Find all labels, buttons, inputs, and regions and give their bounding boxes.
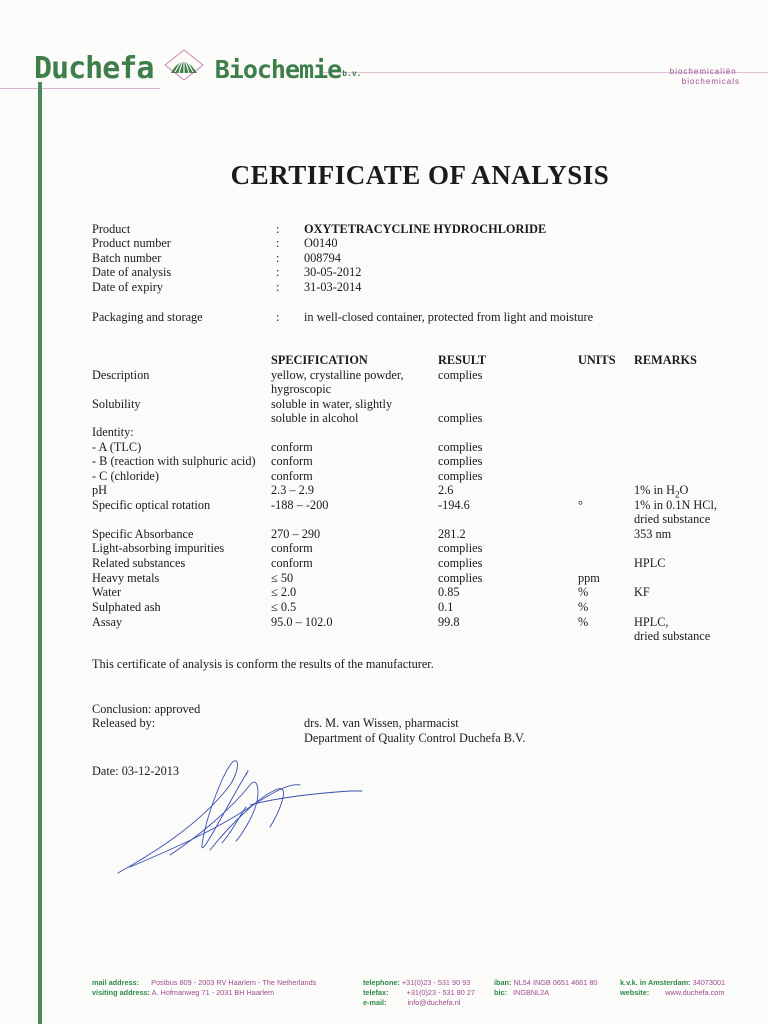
specification-value: -188 – -200 xyxy=(271,498,329,512)
remarks-value: 1% in 0.1N HCl, xyxy=(634,498,718,512)
result-value: 0.1 xyxy=(438,600,454,614)
test-name: Identity: xyxy=(92,425,134,439)
remarks-value: 353 nm xyxy=(634,527,672,541)
signature-image xyxy=(110,755,370,880)
separator: : xyxy=(276,222,280,236)
result-value: complies xyxy=(438,556,483,570)
result-value: 2.6 xyxy=(438,483,454,497)
result-value: complies xyxy=(438,469,483,483)
date-of-expiry-value: 31-03-2014 xyxy=(304,280,362,294)
test-name: - C (chloride) xyxy=(92,469,159,483)
test-name: Solubility xyxy=(92,397,141,411)
footer-registry: k.v.k. in Amsterdam: 34073001 website: www.duchefa.com xyxy=(620,978,726,997)
specification-value: ≤ 50 xyxy=(271,571,294,585)
remarks-value: HPLC, xyxy=(634,615,669,629)
specification-value: 95.0 – 102.0 xyxy=(271,615,333,629)
result-value: 0.85 xyxy=(438,585,460,599)
released-by-label: Released by: xyxy=(92,716,156,730)
releaser-name: drs. M. van Wissen, pharmacist xyxy=(304,716,459,730)
date-of-analysis-label: Date of analysis xyxy=(92,265,172,279)
result-value: 281.2 xyxy=(438,527,466,541)
logo-text-bv: b.v. xyxy=(342,69,362,78)
packaging-label: Packaging and storage xyxy=(92,310,203,324)
result-value: complies xyxy=(438,541,483,555)
specification-value: yellow, crystalline powder, xyxy=(271,368,404,382)
header-units: UNITS xyxy=(578,353,616,367)
company-tagline xyxy=(670,67,740,87)
remarks-value: 1% in $H_2O$ xyxy=(634,483,689,500)
result-value: complies xyxy=(438,368,483,382)
specification-value: hygroscopic xyxy=(271,382,332,396)
specification-value: 270 – 290 xyxy=(271,527,321,541)
tagline-dutch: biochemicaliën xyxy=(669,67,737,76)
specification-value: conform xyxy=(271,440,313,454)
shell-icon xyxy=(163,48,205,82)
header-result: RESULT xyxy=(438,353,487,367)
remarks-value: KF xyxy=(634,585,650,599)
units-value: % xyxy=(578,585,589,599)
footer-bank: iban: NL54 INGB 0651 4661 80 bic: INGBNL2A xyxy=(494,978,598,997)
product-number-value: O0140 xyxy=(304,236,338,250)
releaser-department: Department of Quality Control Duchefa B.V. xyxy=(304,731,526,745)
product-number-label: Product number xyxy=(92,236,171,250)
separator: : xyxy=(276,251,280,265)
header-remarks: REMARKS xyxy=(634,353,697,367)
specification-value: conform xyxy=(271,541,313,555)
remarks-value: dried substance xyxy=(634,629,711,643)
date-of-analysis-value: 30-05-2012 xyxy=(304,265,362,279)
logo-text-duchefa: Duchefa xyxy=(34,51,154,86)
test-name: Water xyxy=(92,585,122,599)
conclusion: Conclusion: approved xyxy=(92,702,201,716)
logo-text-biochemie: Biochemie xyxy=(214,55,342,84)
test-name: Sulphated ash xyxy=(92,600,161,614)
units-value: % xyxy=(578,600,589,614)
packaging-value: in well-closed container, protected from light and moisture xyxy=(304,310,594,324)
separator: : xyxy=(276,280,280,294)
batch-number-value: 008794 xyxy=(304,251,341,265)
test-name: Specific Absorbance xyxy=(92,527,194,541)
margin-bar xyxy=(38,82,42,1024)
remarks-value: HPLC xyxy=(634,556,666,570)
result-value: complies xyxy=(438,571,483,585)
result-value: -194.6 xyxy=(438,498,470,512)
test-name: pH xyxy=(92,483,108,497)
test-name: Related substances xyxy=(92,556,186,570)
units-value: ppm xyxy=(578,571,600,585)
header-specification: SPECIFICATION xyxy=(271,353,368,367)
result-value: complies xyxy=(438,411,483,425)
separator: : xyxy=(276,236,280,250)
release-date: Date: 03-12-2013 xyxy=(92,764,180,778)
date-of-expiry-label: Date of expiry xyxy=(92,280,164,294)
test-name: Description xyxy=(92,368,150,382)
conformity-statement: This certificate of analysis is conform the results of the manufacturer. xyxy=(92,657,434,671)
separator: : xyxy=(276,265,280,279)
result-value: 99.8 xyxy=(438,615,460,629)
test-name: Light-absorbing impurities xyxy=(92,541,225,555)
remarks-value: dried substance xyxy=(634,512,711,526)
test-name: Specific optical rotation xyxy=(92,498,211,512)
specification-value: soluble in alcohol xyxy=(271,411,359,425)
product-label: Product xyxy=(92,222,131,236)
test-name: Heavy metals xyxy=(92,571,160,585)
product-value: OXYTETRACYCLINE HYDROCHLORIDE xyxy=(304,222,547,236)
document-title: CERTIFICATE OF ANALYSIS xyxy=(230,160,610,190)
specification-value: conform xyxy=(271,454,313,468)
specification-value: 2.3 – 2.9 xyxy=(271,483,315,497)
units-value: ° xyxy=(578,498,583,512)
test-name: Assay xyxy=(92,615,123,629)
specification-value: conform xyxy=(271,556,313,570)
footer-phone: telephone: +31(0)23 - 531 90 93 telefax: +31(0)23 - 531 80 27 e-mail: info@duchefa.nl xyxy=(363,978,475,1007)
result-value: complies xyxy=(438,454,483,468)
tagline-english: biochemicals xyxy=(681,77,740,86)
units-value: % xyxy=(578,615,589,629)
specification-value: ≤ 2.0 xyxy=(271,585,297,599)
batch-number-label: Batch number xyxy=(92,251,162,265)
company-logo xyxy=(34,48,361,86)
footer-address: mail address: Postbus 809 - 2003 RV Haarlem - The Netherlands visiting address: A. Hofmanweg 71 - 2031 BH Haarlem xyxy=(92,978,317,997)
result-value: complies xyxy=(438,440,483,454)
separator: : xyxy=(276,310,280,324)
specification-value: conform xyxy=(271,469,313,483)
test-name: - B (reaction with sulphuric acid) xyxy=(92,454,256,468)
test-name: - A (TLC) xyxy=(92,440,142,454)
header-rule-left xyxy=(0,88,160,89)
specification-value: ≤ 0.5 xyxy=(271,600,297,614)
specification-value: soluble in water, slightly xyxy=(271,397,393,411)
